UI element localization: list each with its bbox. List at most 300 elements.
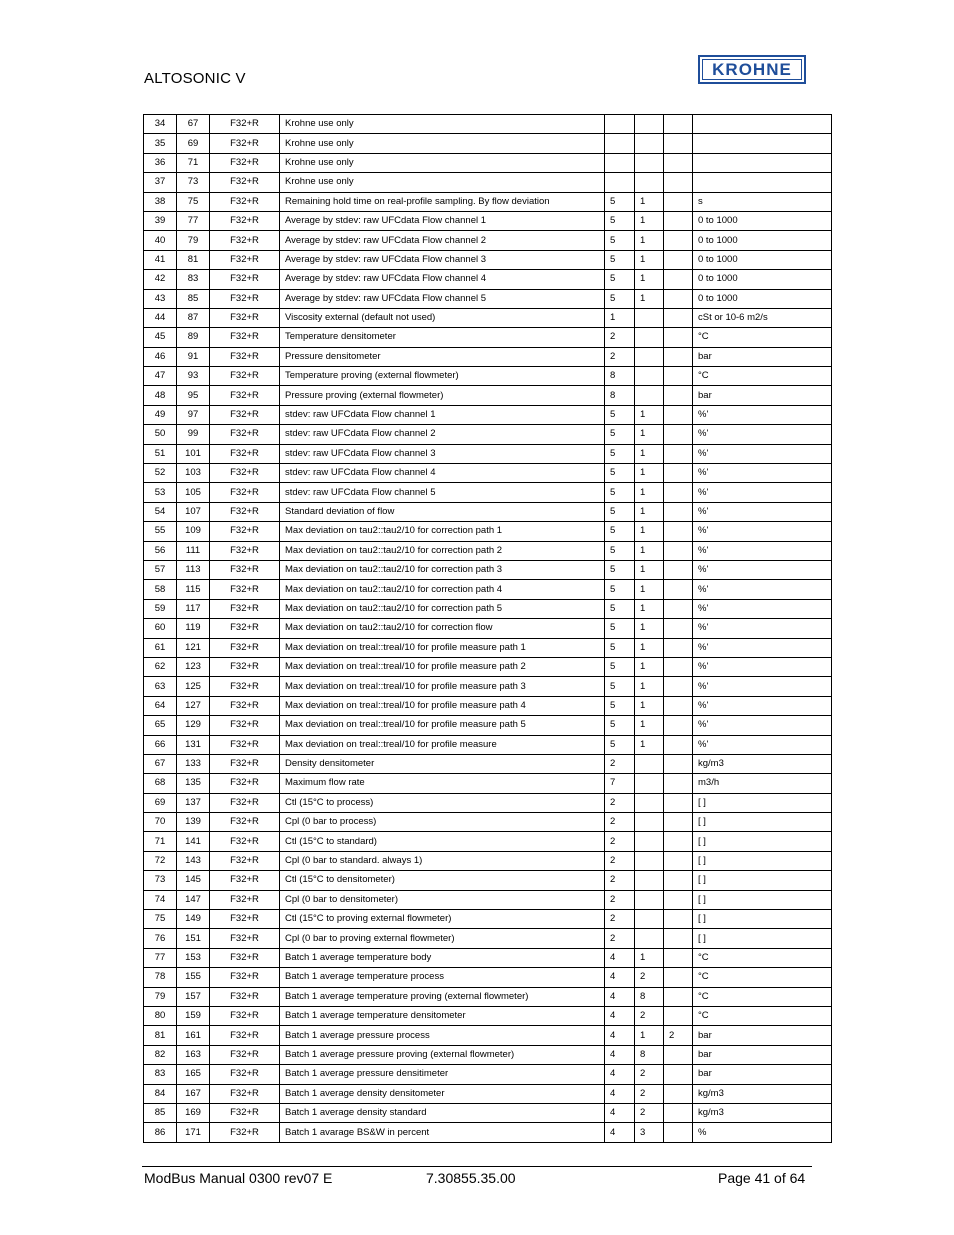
table-row xyxy=(144,250,832,269)
col-6-cell: 1 xyxy=(635,522,664,541)
table-row xyxy=(144,483,832,502)
col-5-cell: 4 xyxy=(605,1026,635,1045)
register-address-cell: 115 xyxy=(177,580,210,599)
register-address-cell: 167 xyxy=(177,1084,210,1103)
register-index-cell: 76 xyxy=(144,929,177,948)
col-6-cell xyxy=(635,832,664,851)
col-7-cell xyxy=(664,211,693,230)
register-address-cell: 77 xyxy=(177,211,210,230)
unit-cell: %' xyxy=(693,444,832,463)
table-row xyxy=(144,716,832,735)
col-5-cell: 2 xyxy=(605,871,635,890)
col-5-cell: 4 xyxy=(605,948,635,967)
col-6-cell: 1 xyxy=(635,289,664,308)
unit-cell: °C xyxy=(693,1006,832,1025)
register-index-cell: 38 xyxy=(144,192,177,211)
register-index-cell: 69 xyxy=(144,793,177,812)
col-7-cell xyxy=(664,134,693,153)
unit-cell: 0 to 1000 xyxy=(693,270,832,289)
col-7-cell xyxy=(664,968,693,987)
register-address-cell: 67 xyxy=(177,115,210,134)
table-row xyxy=(144,444,832,463)
data-type-cell: F32+R xyxy=(210,948,280,967)
register-index-cell: 48 xyxy=(144,386,177,405)
col-6-cell xyxy=(635,871,664,890)
data-type-cell: F32+R xyxy=(210,153,280,172)
register-address-cell: 127 xyxy=(177,696,210,715)
register-index-cell: 42 xyxy=(144,270,177,289)
description-cell: Max deviation on tau2::tau2/10 for correction path 1 xyxy=(280,522,605,541)
col-6-cell: 1 xyxy=(635,250,664,269)
unit-cell: %' xyxy=(693,716,832,735)
col-6-cell xyxy=(635,929,664,948)
description-cell: Krohne use only xyxy=(280,134,605,153)
unit-cell: %' xyxy=(693,522,832,541)
register-index-cell: 86 xyxy=(144,1123,177,1142)
data-type-cell: F32+R xyxy=(210,483,280,502)
unit-cell: %' xyxy=(693,619,832,638)
col-5-cell: 2 xyxy=(605,851,635,870)
col-5-cell: 4 xyxy=(605,987,635,1006)
data-type-cell: F32+R xyxy=(210,1084,280,1103)
table-row xyxy=(144,1026,832,1045)
col-6-cell: 2 xyxy=(635,1065,664,1084)
register-address-cell: 161 xyxy=(177,1026,210,1045)
description-cell: Pressure proving (external flowmeter) xyxy=(280,386,605,405)
register-index-cell: 77 xyxy=(144,948,177,967)
unit-cell: %' xyxy=(693,483,832,502)
col-5-cell: 5 xyxy=(605,638,635,657)
description-cell: Batch 1 average density densitometer xyxy=(280,1084,605,1103)
register-index-cell: 47 xyxy=(144,367,177,386)
register-address-cell: 87 xyxy=(177,308,210,327)
data-type-cell: F32+R xyxy=(210,890,280,909)
table-row xyxy=(144,386,832,405)
register-address-cell: 121 xyxy=(177,638,210,657)
unit-cell: kg/m3 xyxy=(693,754,832,773)
col-5-cell: 4 xyxy=(605,1006,635,1025)
description-cell: Ctl (15°C to process) xyxy=(280,793,605,812)
col-6-cell xyxy=(635,367,664,386)
register-address-cell: 123 xyxy=(177,657,210,676)
data-type-cell: F32+R xyxy=(210,560,280,579)
col-5-cell: 5 xyxy=(605,405,635,424)
register-address-cell: 111 xyxy=(177,541,210,560)
col-6-cell xyxy=(635,328,664,347)
unit-cell: 0 to 1000 xyxy=(693,211,832,230)
col-6-cell: 1 xyxy=(635,405,664,424)
table-row xyxy=(144,134,832,153)
register-index-cell: 50 xyxy=(144,425,177,444)
register-address-cell: 109 xyxy=(177,522,210,541)
description-cell: Max deviation on tau2::tau2/10 for correction path 3 xyxy=(280,560,605,579)
data-type-cell: F32+R xyxy=(210,1045,280,1064)
table-row xyxy=(144,522,832,541)
col-7-cell xyxy=(664,541,693,560)
description-cell: Max deviation on tau2::tau2/10 for correction flow xyxy=(280,619,605,638)
col-5-cell: 8 xyxy=(605,367,635,386)
register-index-cell: 37 xyxy=(144,173,177,192)
col-5-cell: 5 xyxy=(605,522,635,541)
description-cell: Batch 1 average pressure proving (external flowmeter) xyxy=(280,1045,605,1064)
register-address-cell: 119 xyxy=(177,619,210,638)
col-5-cell: 2 xyxy=(605,832,635,851)
unit-cell: °C xyxy=(693,328,832,347)
register-index-cell: 80 xyxy=(144,1006,177,1025)
col-7-cell xyxy=(664,347,693,366)
register-index-cell: 83 xyxy=(144,1065,177,1084)
col-5-cell: 2 xyxy=(605,347,635,366)
register-index-cell: 51 xyxy=(144,444,177,463)
col-6-cell: 8 xyxy=(635,987,664,1006)
data-type-cell: F32+R xyxy=(210,657,280,676)
register-index-cell: 56 xyxy=(144,541,177,560)
table-row xyxy=(144,657,832,676)
register-address-cell: 145 xyxy=(177,871,210,890)
document-title: ALTOSONIC V xyxy=(144,70,246,87)
data-type-cell: F32+R xyxy=(210,1123,280,1142)
col-7-cell: 2 xyxy=(664,1026,693,1045)
register-index-cell: 62 xyxy=(144,657,177,676)
col-6-cell: 1 xyxy=(635,677,664,696)
table-row xyxy=(144,231,832,250)
col-7-cell xyxy=(664,677,693,696)
col-7-cell xyxy=(664,502,693,521)
data-type-cell: F32+R xyxy=(210,1103,280,1122)
register-index-cell: 73 xyxy=(144,871,177,890)
description-cell: Maximum flow rate xyxy=(280,774,605,793)
unit-cell: [ ] xyxy=(693,910,832,929)
description-cell: Batch 1 avarage BS&W in percent xyxy=(280,1123,605,1142)
col-5-cell: 7 xyxy=(605,774,635,793)
col-6-cell: 1 xyxy=(635,483,664,502)
register-address-cell: 101 xyxy=(177,444,210,463)
col-7-cell xyxy=(664,987,693,1006)
description-cell: Max deviation on tau2::tau2/10 for correction path 5 xyxy=(280,599,605,618)
col-5-cell: 5 xyxy=(605,696,635,715)
description-cell: Average by stdev: raw UFCdata Flow channel 4 xyxy=(280,270,605,289)
register-address-cell: 159 xyxy=(177,1006,210,1025)
col-5-cell: 4 xyxy=(605,1123,635,1142)
unit-cell: %' xyxy=(693,657,832,676)
data-type-cell: F32+R xyxy=(210,173,280,192)
data-type-cell: F32+R xyxy=(210,464,280,483)
table-row xyxy=(144,560,832,579)
description-cell: Max deviation on treal::treal/10 for profile measure path 4 xyxy=(280,696,605,715)
data-type-cell: F32+R xyxy=(210,851,280,870)
data-type-cell: F32+R xyxy=(210,328,280,347)
data-type-cell: F32+R xyxy=(210,289,280,308)
data-type-cell: F32+R xyxy=(210,134,280,153)
register-index-cell: 70 xyxy=(144,813,177,832)
description-cell: Ctl (15°C to densitometer) xyxy=(280,871,605,890)
col-6-cell: 2 xyxy=(635,1084,664,1103)
unit-cell xyxy=(693,134,832,153)
col-6-cell xyxy=(635,134,664,153)
col-6-cell: 3 xyxy=(635,1123,664,1142)
data-type-cell: F32+R xyxy=(210,871,280,890)
table-row xyxy=(144,1045,832,1064)
col-7-cell xyxy=(664,580,693,599)
col-5-cell: 5 xyxy=(605,657,635,676)
unit-cell: bar xyxy=(693,386,832,405)
unit-cell xyxy=(693,173,832,192)
col-7-cell xyxy=(664,716,693,735)
data-type-cell: F32+R xyxy=(210,425,280,444)
col-6-cell: 2 xyxy=(635,968,664,987)
col-7-cell xyxy=(664,774,693,793)
col-5-cell: 5 xyxy=(605,677,635,696)
col-6-cell: 1 xyxy=(635,270,664,289)
description-cell: stdev: raw UFCdata Flow channel 3 xyxy=(280,444,605,463)
register-address-cell: 113 xyxy=(177,560,210,579)
unit-cell: % xyxy=(693,1123,832,1142)
register-address-cell: 83 xyxy=(177,270,210,289)
col-6-cell: 1 xyxy=(635,599,664,618)
unit-cell: °C xyxy=(693,987,832,1006)
register-address-cell: 91 xyxy=(177,347,210,366)
col-5-cell xyxy=(605,173,635,192)
col-6-cell: 1 xyxy=(635,560,664,579)
col-7-cell xyxy=(664,619,693,638)
register-index-cell: 35 xyxy=(144,134,177,153)
col-6-cell xyxy=(635,793,664,812)
col-7-cell xyxy=(664,173,693,192)
table-row xyxy=(144,832,832,851)
register-index-cell: 63 xyxy=(144,677,177,696)
register-address-cell: 141 xyxy=(177,832,210,851)
col-7-cell xyxy=(664,444,693,463)
col-7-cell xyxy=(664,1084,693,1103)
description-cell: Max deviation on treal::treal/10 for profile measure path 3 xyxy=(280,677,605,696)
unit-cell: 0 to 1000 xyxy=(693,250,832,269)
register-address-cell: 99 xyxy=(177,425,210,444)
register-index-cell: 82 xyxy=(144,1045,177,1064)
register-address-cell: 95 xyxy=(177,386,210,405)
col-6-cell: 1 xyxy=(635,464,664,483)
data-type-cell: F32+R xyxy=(210,793,280,812)
description-cell: Cpl (0 bar to standard. always 1) xyxy=(280,851,605,870)
register-address-cell: 171 xyxy=(177,1123,210,1142)
data-type-cell: F32+R xyxy=(210,231,280,250)
unit-cell: °C xyxy=(693,948,832,967)
col-6-cell: 1 xyxy=(635,231,664,250)
col-6-cell: 1 xyxy=(635,580,664,599)
col-7-cell xyxy=(664,289,693,308)
unit-cell: %' xyxy=(693,464,832,483)
data-type-cell: F32+R xyxy=(210,813,280,832)
register-address-cell: 143 xyxy=(177,851,210,870)
unit-cell xyxy=(693,115,832,134)
table-row xyxy=(144,580,832,599)
data-type-cell: F32+R xyxy=(210,1065,280,1084)
col-6-cell: 1 xyxy=(635,948,664,967)
col-5-cell: 2 xyxy=(605,793,635,812)
table-row xyxy=(144,541,832,560)
table-row xyxy=(144,910,832,929)
unit-cell: %' xyxy=(693,560,832,579)
table-row xyxy=(144,464,832,483)
description-cell: Max deviation on treal::treal/10 for profile measure path 1 xyxy=(280,638,605,657)
col-5-cell: 4 xyxy=(605,1065,635,1084)
table-row xyxy=(144,289,832,308)
register-index-cell: 41 xyxy=(144,250,177,269)
unit-cell: 0 to 1000 xyxy=(693,231,832,250)
register-address-cell: 129 xyxy=(177,716,210,735)
register-index-cell: 84 xyxy=(144,1084,177,1103)
register-index-cell: 53 xyxy=(144,483,177,502)
data-type-cell: F32+R xyxy=(210,347,280,366)
register-address-cell: 125 xyxy=(177,677,210,696)
data-type-cell: F32+R xyxy=(210,832,280,851)
description-cell: Ctl (15°C to proving external flowmeter) xyxy=(280,910,605,929)
table-row xyxy=(144,308,832,327)
data-type-cell: F32+R xyxy=(210,619,280,638)
register-index-cell: 79 xyxy=(144,987,177,1006)
col-7-cell xyxy=(664,832,693,851)
table-row xyxy=(144,425,832,444)
unit-cell: °C xyxy=(693,968,832,987)
col-6-cell xyxy=(635,115,664,134)
register-address-cell: 137 xyxy=(177,793,210,812)
table-row xyxy=(144,1103,832,1122)
col-7-cell xyxy=(664,1065,693,1084)
col-7-cell xyxy=(664,638,693,657)
col-7-cell xyxy=(664,192,693,211)
unit-cell xyxy=(693,153,832,172)
data-type-cell: F32+R xyxy=(210,444,280,463)
col-5-cell: 5 xyxy=(605,231,635,250)
col-7-cell xyxy=(664,696,693,715)
table-row xyxy=(144,793,832,812)
col-5-cell: 5 xyxy=(605,599,635,618)
col-7-cell xyxy=(664,308,693,327)
col-5-cell: 1 xyxy=(605,308,635,327)
data-type-cell: F32+R xyxy=(210,754,280,773)
unit-cell: [ ] xyxy=(693,929,832,948)
col-6-cell xyxy=(635,308,664,327)
col-5-cell: 5 xyxy=(605,483,635,502)
col-6-cell: 2 xyxy=(635,1006,664,1025)
col-6-cell: 1 xyxy=(635,211,664,230)
unit-cell: kg/m3 xyxy=(693,1103,832,1122)
unit-cell: [ ] xyxy=(693,832,832,851)
table-row xyxy=(144,270,832,289)
table-row xyxy=(144,347,832,366)
table-row xyxy=(144,619,832,638)
col-7-cell xyxy=(664,270,693,289)
col-7-cell xyxy=(664,813,693,832)
unit-cell: bar xyxy=(693,1065,832,1084)
col-7-cell xyxy=(664,386,693,405)
register-index-cell: 66 xyxy=(144,735,177,754)
col-5-cell: 5 xyxy=(605,464,635,483)
register-address-cell: 103 xyxy=(177,464,210,483)
description-cell: Batch 1 average temperature body xyxy=(280,948,605,967)
description-cell: Temperature proving (external flowmeter) xyxy=(280,367,605,386)
table-row xyxy=(144,696,832,715)
table-row xyxy=(144,735,832,754)
footer-manual-name: ModBus Manual 0300 rev07 E xyxy=(144,1170,333,1186)
unit-cell: m3/h xyxy=(693,774,832,793)
description-cell: Average by stdev: raw UFCdata Flow channel 1 xyxy=(280,211,605,230)
unit-cell: kg/m3 xyxy=(693,1084,832,1103)
data-type-cell: F32+R xyxy=(210,405,280,424)
register-index-cell: 58 xyxy=(144,580,177,599)
col-5-cell: 4 xyxy=(605,1103,635,1122)
unit-cell: %' xyxy=(693,405,832,424)
col-6-cell xyxy=(635,153,664,172)
register-index-cell: 40 xyxy=(144,231,177,250)
col-6-cell: 1 xyxy=(635,541,664,560)
col-5-cell: 4 xyxy=(605,1084,635,1103)
table-row xyxy=(144,774,832,793)
col-7-cell xyxy=(664,425,693,444)
table-row xyxy=(144,502,832,521)
description-cell: Max deviation on treal::treal/10 for profile measure xyxy=(280,735,605,754)
col-5-cell: 5 xyxy=(605,735,635,754)
unit-cell: %' xyxy=(693,599,832,618)
register-address-cell: 117 xyxy=(177,599,210,618)
table-row xyxy=(144,1123,832,1142)
register-index-cell: 78 xyxy=(144,968,177,987)
col-6-cell: 1 xyxy=(635,638,664,657)
register-index-cell: 54 xyxy=(144,502,177,521)
table-row xyxy=(144,173,832,192)
register-index-cell: 55 xyxy=(144,522,177,541)
col-7-cell xyxy=(664,115,693,134)
col-7-cell xyxy=(664,657,693,676)
table-row xyxy=(144,871,832,890)
register-address-cell: 89 xyxy=(177,328,210,347)
col-6-cell xyxy=(635,386,664,405)
col-7-cell xyxy=(664,483,693,502)
col-6-cell: 1 xyxy=(635,192,664,211)
logo-text: KROHNE xyxy=(702,59,802,80)
unit-cell: [ ] xyxy=(693,813,832,832)
col-5-cell: 5 xyxy=(605,560,635,579)
register-table xyxy=(143,114,832,1143)
table-row xyxy=(144,1084,832,1103)
col-5-cell: 5 xyxy=(605,716,635,735)
table-row xyxy=(144,1006,832,1025)
col-7-cell xyxy=(664,1123,693,1142)
data-type-cell: F32+R xyxy=(210,308,280,327)
register-index-cell: 49 xyxy=(144,405,177,424)
description-cell: Batch 1 average density standard xyxy=(280,1103,605,1122)
register-address-cell: 135 xyxy=(177,774,210,793)
data-type-cell: F32+R xyxy=(210,677,280,696)
footer-page-number: Page 41 of 64 xyxy=(718,1170,806,1186)
col-7-cell xyxy=(664,910,693,929)
register-address-cell: 107 xyxy=(177,502,210,521)
data-type-cell: F32+R xyxy=(210,541,280,560)
register-index-cell: 65 xyxy=(144,716,177,735)
register-address-cell: 105 xyxy=(177,483,210,502)
data-type-cell: F32+R xyxy=(210,929,280,948)
col-7-cell xyxy=(664,1103,693,1122)
col-6-cell xyxy=(635,890,664,909)
register-address-cell: 139 xyxy=(177,813,210,832)
description-cell: Krohne use only xyxy=(280,115,605,134)
col-6-cell: 1 xyxy=(635,696,664,715)
data-type-cell: F32+R xyxy=(210,367,280,386)
col-7-cell xyxy=(664,405,693,424)
unit-cell: [ ] xyxy=(693,871,832,890)
description-cell: Cpl (0 bar to densitometer) xyxy=(280,890,605,909)
col-7-cell xyxy=(664,560,693,579)
table-row xyxy=(144,851,832,870)
